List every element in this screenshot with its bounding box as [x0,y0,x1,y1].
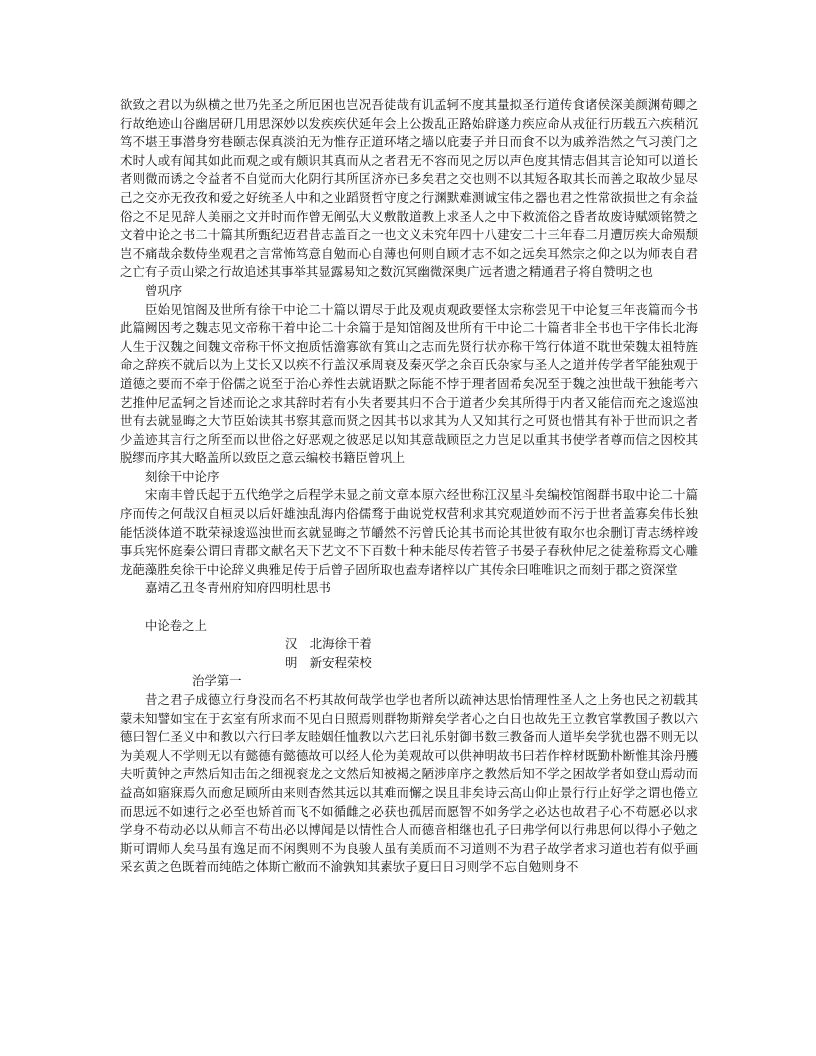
zeng-gong-preface-body: 臣始见馆阁及世所有徐干中论二十篇以谓尽于此及观贞观政要怪太宗称尝见干中论复三年丧篇而今书此篇阙因考之魏志见文帝称干着中论二十余篇于是知馆阁及世所有干中论二十篇者非全书也干字伟长北海人生于汉魏之间魏文帝称干怀文抱质恬澹寡欲有箕山之志而先贤行状亦称干笃行体道不耽世荣魏太祖特旌命之辞疾不就后以为上艾长又以疾不行盖汉承周衰及秦灭学之余百氏杂家与圣人之道并传学者罕能独观于道德之要而不牵于俗儒之说至于治心养性去就语默之际能不悖于理者固希矣况至于魏之浊世哉干独能考六艺推仲尼孟轲之旨述而论之求其辞时若有小失者要其归不合于道者少矣其所得于内者又能信而充之逡巡浊世有去就显晦之大节臣始读其书察其意而贤之因其书以求其为人又知其行之可贤也惜其有补于世而识之者少盖迹其言行之所至而以世俗之好恶观之彼恶足以知其意哉顾臣之力岂足以重其书使学者尊而信之因校其脱缪而序其大略盖所以致臣之意云编校书籍臣曾巩上 [120,301,698,466]
zeng-gong-preface-heading: 曾巩序 [145,282,183,298]
preface-tail-paragraph: 欲致之君以为纵横之世乃先圣之所厄困也岂况吾徒哉有讥孟轲不度其量拟圣行道传食诸侯深美颜渊荀卿之行故绝迹山谷幽居研几用思深妙以发疾疾伏延年会上公拨乱正路始辟遂力疾应命从戎征行历载五六疾稍沉笃不堪王事潜身穷巷颐志保真淡泊无为惟存正道环堵之墙以庇妻子并日而食不以为戚养浩然之气习羡门之术时人或有闻其如此而观之或有颇识其真而从之者君无不容而见之厉以声色度其情志倡其言论知可以道长者则微而诱之令益者不自觉而大化阴行其所匡济亦已多矣君之交也则不以其短各取其长而善之取故少显尽己之交亦无孜孜和爱之好统圣人中和之业蹈贤哲守度之行渊默难测诚宝伟之器也君之性常欲损世之有余益俗之不足见辞人美丽之文并时而作曾无阐弘大义敷散道教上求圣人之中下救流俗之昏者故废诗赋颂铭赞之文着中论之书二十篇其所甄纪迈君昔志盖百之一也文义未究年四十八建安二十三年春二月遭厉疾大命殒颓岂不痛哉余数侍坐观君之言常怖笃意自勉而心自薄也何则自顾才志不如之远矣耳然宗之仰之以为师表自君之亡有子贡山梁之行故追述其事举其显露易知之数沉冥幽微深奥广远者遗之精通君子将自赞明之也 [120,97,698,280]
chapter-body: 昔之君子成德立行身没而名不朽其故何哉学也学也者所以疏神达思怡情理性圣人之上务也民之初载其蒙未知譬如宝在于玄室有所求而不见白日照焉则群物斯辩矣学者心之白日也故先王立教官掌教国子教以六德曰智仁圣义中和教以六行曰孝友睦姻任恤教以六艺曰礼乐射御书数三教备而人道毕矣学犹也器不则无以为美观人不学则无以有懿德有懿德故可以经人伦为美观故可以供神明故书曰若作梓材既勤朴断惟其涂丹雘夫听黄钟之声然后知击缶之细视衮龙之文然后知被褐之陋涉庠序之教然后知不学之困故学者如登山焉动而益高如寤寐焉久而愈足顾所由来则杳然其远以其难而懈之误且非矣诗云高山仰止景行行止好学之谓也倦立而思远不如速行之必至也矫首而飞不如循雌之必获也孤居而愿智不如务学之必达也故君子心不苟愿必以求学身不苟动必以从师言不苟出必以博闻是以情性合人而德音相继也孔子曰弗学何以行弗思何以得小子勉之斯可谓师人矣马虽有逸足而不闲舆则不为良骏人虽有美质而不习道则不为君子故学者求习道也若有似乎画采玄黄之色既着而纯皓之体斯亡敝而不渝孰知其素欤子夏曰日习则学不忘自勉则身不 [120,692,698,875]
document-text-block [120,96,698,877]
printing-preface-heading: 刻徐干中论序 [145,468,220,484]
printing-preface-body: 宋南丰曾氏起于五代绝学之后程学未显之前文章本原六经世称江汉星斗矣编校馆阁群书取中论二十篇序而传之何哉汉自桓灵以后奸雄浊乱海内俗儒骛于曲说党权营利求其究观道妙而不污于世者盖寡矣伟长独能恬淡体道不耽荣禄逡巡浊世而玄就显晦之节皭然不污曾氏论其书而论其世彼有取尔也余删订青志绣梓竣事兵宪怀庭秦公谓曰青郡文献名天下艺文不下百数十种未能尽传若管子书晏子春秋仲尼之徒羞称焉文心雕龙葩藻胜矣徐干中论辞义典雅足传于后曾子固所取也盍寿诸梓以广其传余曰唯唯识之而刻于郡之资深堂 [120,487,698,577]
blank-line [120,598,698,617]
author-line: 汉 北海徐干着 [285,636,372,652]
printing-preface-signature: 嘉靖乙丑冬青州府知府四明杜思书 [145,580,331,596]
editor-line: 明 新安程荣校 [285,654,372,670]
volume-title: 中论卷之上 [145,617,207,633]
chapter-title: 治学第一 [192,673,242,689]
